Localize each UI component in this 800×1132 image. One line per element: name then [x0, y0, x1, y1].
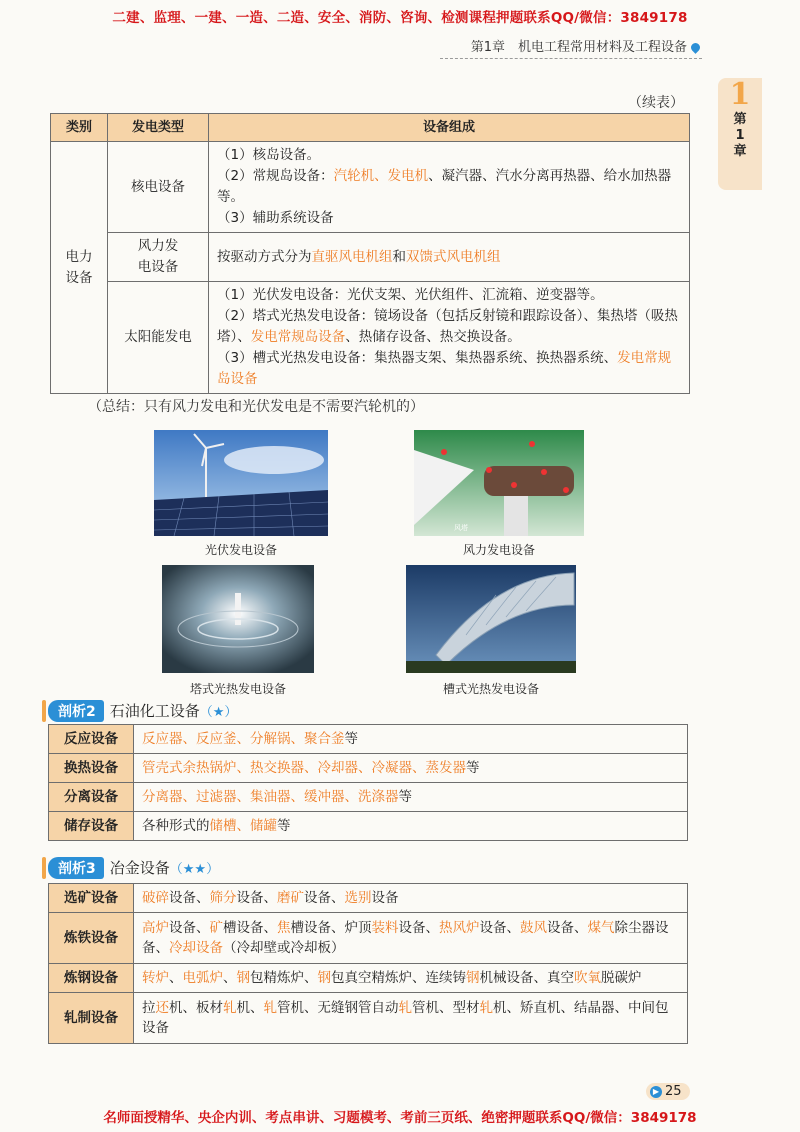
pv-illustration	[154, 430, 328, 536]
category-line1: 电力	[65, 248, 93, 265]
plain-text: 设备、	[304, 890, 345, 906]
component-line: （1）核岛设备。	[217, 147, 321, 163]
highlight-text: 还	[155, 1000, 169, 1016]
table-row	[49, 754, 688, 783]
plain-text: 设备、	[169, 920, 210, 936]
chapter-header	[471, 36, 700, 55]
chapter-title: 第1章 机电工程常用材料及工程设备	[470, 40, 687, 55]
tower-csp-caption: 塔式光热发电设备	[189, 682, 286, 696]
header-category: 类别	[51, 114, 108, 142]
chapter-tab-line1: 第	[733, 112, 747, 127]
pv-caption: 光伏发电设备	[204, 543, 277, 557]
petrochemical-table	[48, 724, 688, 841]
wind-caption: 风力发电设备	[462, 543, 535, 557]
components-cell: 按驱动方式分为直驱风电机组和双馈式风电机组	[209, 233, 690, 282]
section-badge: 剖析2	[48, 700, 104, 722]
component-line: （3）辅助系统设备	[217, 210, 334, 226]
row-key: 炼铁设备	[49, 913, 134, 964]
row-value: 各种形式的储槽、储罐等	[134, 812, 688, 841]
highlight-text: 破碎	[142, 890, 169, 906]
row-key: 炼钢设备	[49, 964, 134, 993]
row-value: 反应器、反应釜、分解锅、聚合釜等	[134, 725, 688, 754]
top-banner: 二建、监理、一建、一造、二造、安全、消防、咨询、检测课程押题联系QQ/微信：3849178	[112, 10, 688, 26]
plain-text: 除尘器设备、	[142, 920, 669, 956]
type-cell: 风力发 电设备	[108, 233, 209, 282]
plain-text: 、	[223, 970, 237, 986]
component-line: （2）塔式光热发电设备：镜场设备（包括反射镜和跟踪设备）、集热塔（吸热塔）、发电常规岛设备、热储存设备、热交换设备。	[217, 308, 678, 345]
highlight-text: 焦	[277, 920, 291, 936]
highlight-text: 转炉	[142, 970, 169, 986]
row-key: 储存设备	[49, 812, 134, 841]
chapter-tab-line2: 1	[735, 128, 745, 143]
chapter-side-tab	[718, 78, 762, 190]
tower-csp-photo	[162, 565, 314, 673]
plain-text: 设备	[371, 890, 399, 906]
row-value	[134, 913, 688, 964]
row-key: 换热设备	[49, 754, 134, 783]
highlight-text: 选别	[344, 890, 372, 906]
highlight-text: 钢	[317, 970, 331, 986]
highlight-text: 轧	[223, 1000, 237, 1016]
trough-csp-illustration	[406, 565, 576, 673]
section-metallurgy-heading	[48, 857, 219, 879]
table-header-row	[51, 114, 690, 142]
type-cell: 太阳能发电	[108, 282, 209, 394]
plain-text: 拉	[142, 1000, 156, 1016]
plain-text: 设备、	[398, 920, 439, 936]
header-type: 发电类型	[108, 114, 209, 142]
components-cell	[209, 142, 690, 233]
row-value: 分离器、过滤器、集油器、缓冲器、洗涤器等	[134, 783, 688, 812]
category-cell	[51, 142, 108, 394]
highlight-text: 高炉	[142, 920, 169, 936]
highlight-text: 煤气	[587, 920, 615, 936]
highlight-text: 筛分	[209, 890, 237, 906]
highlight-text: 热风炉	[439, 920, 480, 936]
table-row	[49, 812, 688, 841]
plain-text: 、	[169, 970, 183, 986]
plain-text: 机械设备、真空	[479, 970, 574, 986]
row-value	[134, 993, 688, 1044]
row-value	[134, 884, 688, 913]
header-divider	[440, 58, 702, 59]
highlight-text: 电弧炉	[182, 970, 223, 986]
row-value: 管壳式余热锅炉、热交换器、冷却器、冷凝器、蒸发器等	[134, 754, 688, 783]
plain-text: 槽设备、炉顶	[290, 920, 372, 936]
metallurgy-table	[48, 883, 688, 1044]
play-icon: ▶	[650, 1086, 662, 1098]
highlight-text: 矿	[209, 920, 223, 936]
bottom-banner: 名师面授精华、央企内训、考点串讲、习题模考、考前三页纸、绝密押题联系QQ/微信：3849178	[103, 1110, 697, 1126]
row-key: 反应设备	[49, 725, 134, 754]
pv-photo	[154, 430, 328, 536]
table-row	[49, 884, 688, 913]
plain-text: 槽设备、	[223, 920, 277, 936]
category-line2: 设备	[65, 269, 93, 286]
plain-text: 包真空精炼炉、连续铸	[331, 970, 466, 986]
table-row	[49, 913, 688, 964]
highlight-text: 轧	[263, 1000, 277, 1016]
wind-tower-label: 风塔	[454, 524, 468, 532]
trough-csp-caption: 槽式光热发电设备	[442, 682, 539, 696]
header-components: 设备组成	[209, 114, 690, 142]
highlight-text: 磨矿	[277, 890, 304, 906]
plain-text: 设备、	[236, 890, 277, 906]
table-row	[51, 142, 690, 233]
plain-text: 机、矫直机、结晶器、中间包设备	[142, 1000, 669, 1036]
star-rating: （★）	[199, 705, 238, 720]
highlight-text: 吹氧	[574, 970, 601, 986]
plain-text: 管机、无缝钢管自动	[277, 1000, 399, 1016]
highlight-text: 轧	[398, 1000, 412, 1016]
tower-csp-illustration	[162, 565, 314, 673]
component-line: （2）常规岛设备：汽轮机、发电机、凝汽器、汽水分离再热器、给水加热器等。	[217, 168, 672, 205]
plain-text: 设备、	[169, 890, 210, 906]
continued-label: （续表）	[628, 95, 684, 111]
location-pin-icon	[689, 41, 702, 54]
highlight-text: 钢	[236, 970, 250, 986]
highlight-text: 轧	[479, 1000, 493, 1016]
chapter-number: 1	[729, 77, 751, 112]
plain-text: 设备、	[547, 920, 588, 936]
plain-text: 包精炼炉、	[250, 970, 318, 986]
highlight-text: 冷却设备	[169, 940, 223, 956]
table-row	[51, 233, 690, 282]
plain-text: 管机、型材	[412, 1000, 480, 1016]
plain-text: 设备、	[479, 920, 520, 936]
power-equipment-table	[50, 113, 690, 394]
plain-text: 机、	[236, 1000, 264, 1016]
table-row	[49, 783, 688, 812]
component-line: （1）光伏发电设备：光伏支架、光伏组件、汇流箱、逆变器等。	[217, 287, 604, 303]
row-value	[134, 964, 688, 993]
component-line: （3）槽式光热发电设备：集热器支架、集热器系统、换热器系统、发电常规岛设备	[217, 350, 672, 387]
plain-text: （冷却壁或冷却板）	[223, 940, 345, 956]
wind-photo	[414, 430, 584, 536]
wind-illustration	[414, 430, 584, 536]
highlight-text: 鼓风	[520, 920, 547, 936]
plain-text: 脱碳炉	[601, 970, 642, 986]
trough-csp-photo	[406, 565, 576, 673]
section-title: 石油化工设备	[109, 702, 200, 720]
highlight-text: 钢	[466, 970, 480, 986]
components-cell	[209, 282, 690, 394]
row-key: 分离设备	[49, 783, 134, 812]
table-row	[49, 993, 688, 1044]
section-petrochemical-heading	[48, 700, 237, 722]
star-rating: （★★）	[169, 862, 220, 877]
table-row	[49, 725, 688, 754]
section-badge: 剖析3	[48, 857, 104, 879]
table-row	[51, 282, 690, 394]
type-cell: 核电设备	[108, 142, 209, 233]
row-key: 选矿设备	[49, 884, 134, 913]
row-key: 轧制设备	[49, 993, 134, 1044]
chapter-tab-line3: 章	[733, 144, 747, 159]
plain-text: 机、板材	[169, 1000, 223, 1016]
section-title: 冶金设备	[109, 859, 170, 877]
page-number: ▶ 25	[646, 1083, 690, 1100]
summary-note: （总结：只有风力发电和光伏发电是不需要汽轮机的）	[88, 399, 424, 415]
highlight-text: 装料	[371, 920, 399, 936]
table-row	[49, 964, 688, 993]
